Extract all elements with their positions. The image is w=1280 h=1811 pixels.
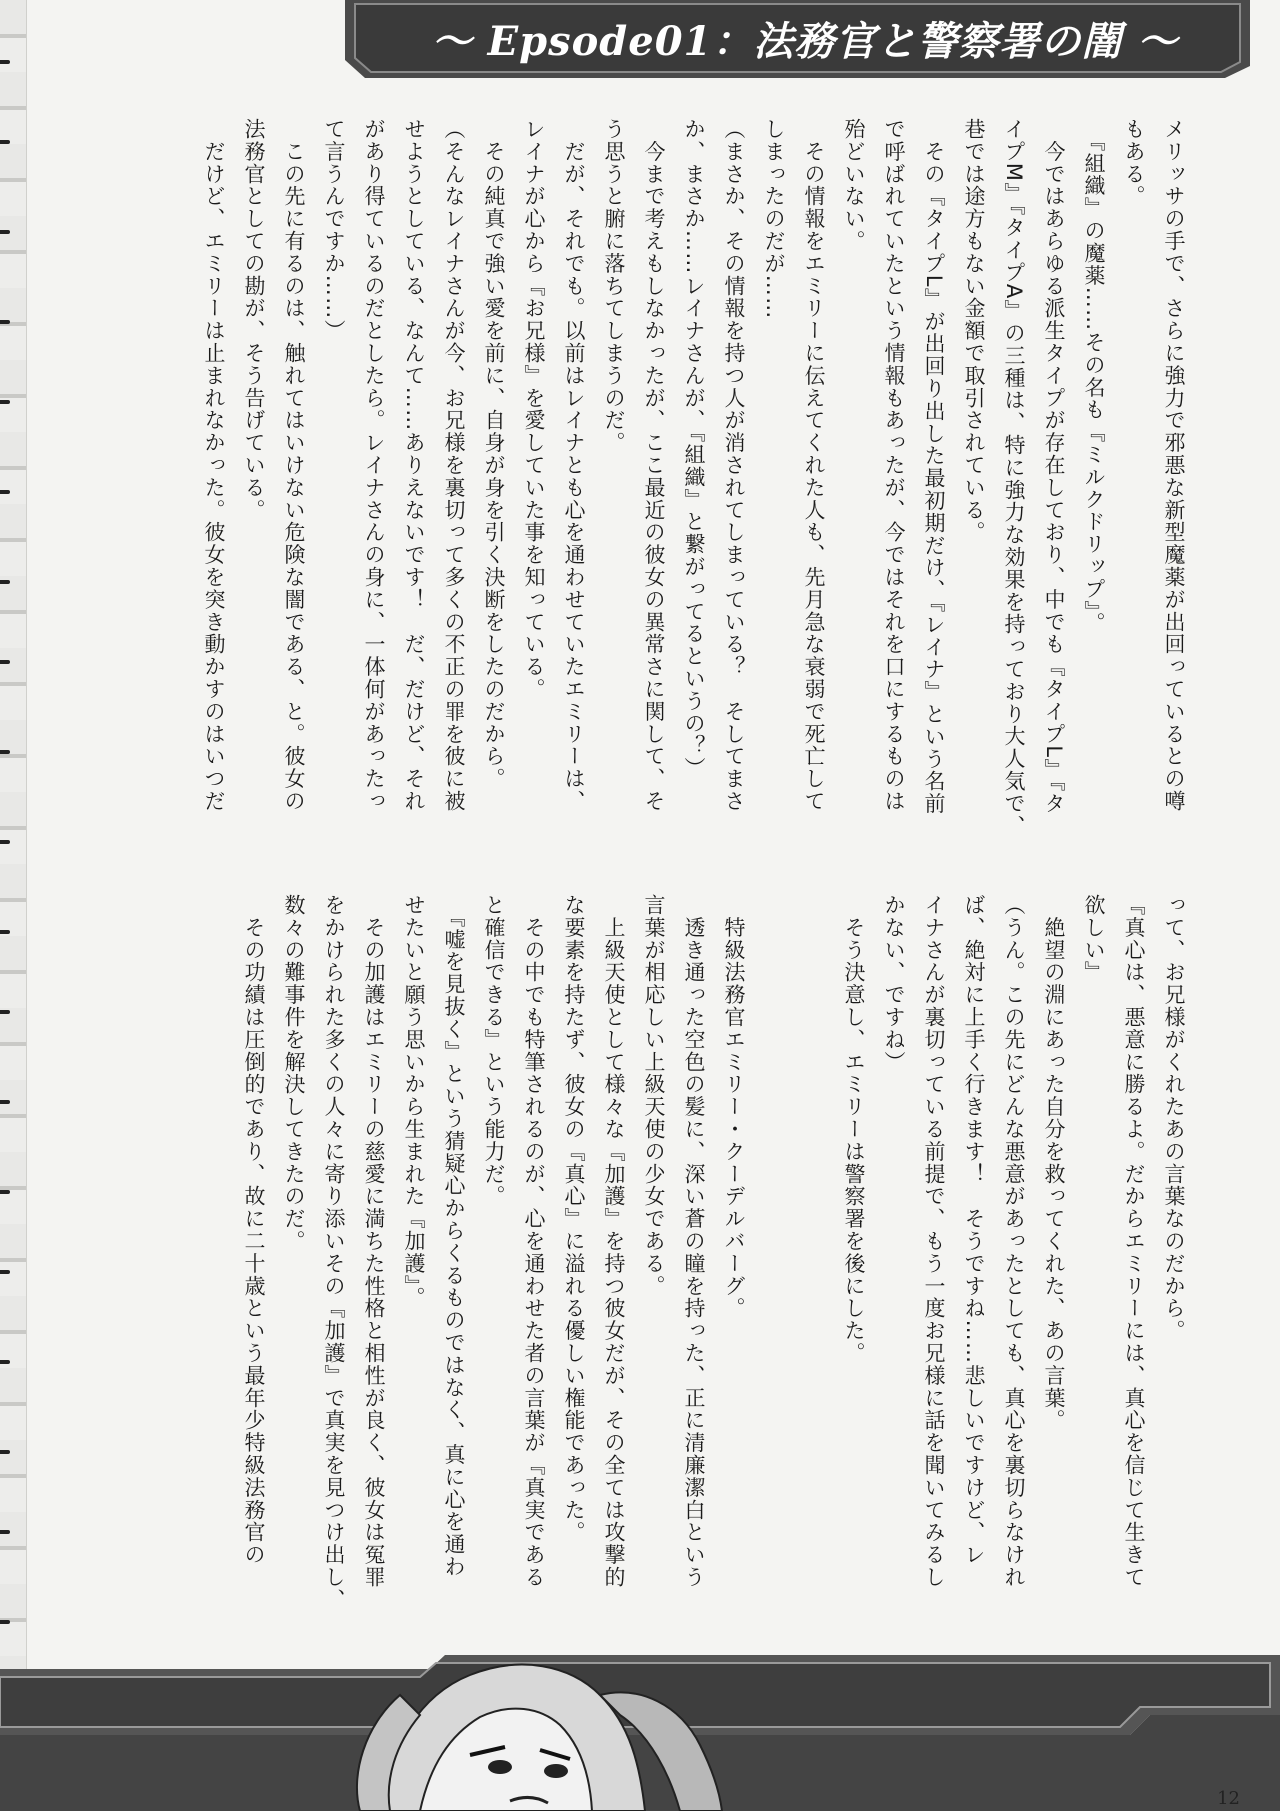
- text-line: 法務官としての勘が、そう告げている。: [242, 118, 266, 522]
- text-line: があり得ているのだとしたら。レイナさんの身に、一体何があったっ: [362, 118, 386, 813]
- text-line: （まさか、その情報を持つ人が消されてしまっている？ そしてまさ: [722, 118, 746, 813]
- text-line: かない、ですね）: [882, 894, 906, 1074]
- text-line: [794, 894, 834, 1614]
- text-line: だけど、エミリーは止まれなかった。彼女を突き動かすのはいつだ: [202, 118, 226, 813]
- text-line: メリッサの手で、さらに強力で邪悪な新型魔薬が出回っているとの噂: [1162, 118, 1186, 813]
- text-line: （そんなレイナさんが今、お兄様を裏切って多くの不正の罪を彼に被: [442, 118, 466, 813]
- text-line: って、お兄様がくれたあの言葉なのだから。: [1162, 894, 1186, 1342]
- text-line: せようとしている、なんて……ありえないです！ だ、だけど、それ: [402, 118, 426, 813]
- text-line: ば、絶対に上手く行きます！ そうですね……悲しいですけど、レ: [962, 894, 986, 1566]
- text-line: 『組織』の魔薬……その名も『ミルクドリップ』。: [1082, 118, 1106, 635]
- text-line: その中でも特筆されるのが、心を通わせた者の言葉が『真実である: [522, 894, 546, 1589]
- text-line: せたいと願う思いから生まれた『加護』。: [402, 894, 426, 1310]
- text-line: か、まさか……レイナさんが、『組織』と繋がってるというの？）: [682, 118, 706, 780]
- binding-edge: [0, 0, 27, 1811]
- text-line: その純真で強い愛を前に、自身が身を引く決断をしたのだから。: [482, 118, 506, 790]
- top-text-block: [194, 118, 1194, 838]
- chapter-title: 〜 Epsode01：法務官と警察署の闇 〜: [431, 17, 1179, 65]
- text-line: う思うと腑に落ちてしまうのだ。: [602, 118, 626, 454]
- text-line: （うん。この先にどんな悪意があったとしても、真心を裏切らなけれ: [1002, 894, 1026, 1589]
- text-line: しまったのだが……: [762, 118, 786, 320]
- text-line: その加護はエミリーの慈愛に満ちた性格と相性が良く、彼女は冤罪: [362, 894, 386, 1589]
- text-line: イプM』『タイプA』の三種は、特に強力な効果を持っており大人気で、: [1002, 118, 1026, 838]
- text-line: イナさんが裏切っている前提で、もう一度お兄様に話を聞いてみるし: [922, 894, 946, 1589]
- text-line: その功績は圧倒的であり、故に二十歳という最年少特級法務官の: [242, 894, 266, 1566]
- page-number: 12: [1217, 1788, 1240, 1809]
- footer-character-illustration: [0, 1655, 1280, 1811]
- text-line: 絶望の淵にあった自分を救ってくれた、あの言葉。: [1042, 894, 1066, 1432]
- text-line: 殆どいない。: [842, 118, 866, 253]
- text-line: この先に有るのは、触れてはいけない危険な闇である、と。彼女の: [282, 118, 306, 813]
- text-line: と確信できる』という能力だ。: [482, 894, 506, 1208]
- text-line: 欲しい』: [1082, 894, 1106, 984]
- text-line: 透き通った空色の髪に、深い蒼の瞳を持った、正に清廉潔白という: [682, 894, 706, 1589]
- footer-illustration-banner: [0, 1655, 1280, 1811]
- text-line: 『真心は、悪意に勝るよ。だからエミリーには、真心を信じて生きて: [1122, 894, 1146, 1589]
- chapter-header-banner: [345, 0, 1250, 78]
- text-line: 今ではあらゆる派生タイプが存在しており、中でも『タイプL』『タ: [1042, 118, 1066, 815]
- text-line: レイナが心から『お兄様』を愛していた事を知っている。: [522, 118, 546, 701]
- text-line: その情報をエミリーに伝えてくれた人も、先月急な衰弱で死亡して: [802, 118, 826, 813]
- text-line: 上級天使として様々な『加護』を持つ彼女だが、その全ては攻撃的: [602, 894, 626, 1589]
- text-line: 今まで考えもしなかったが、ここ最近の彼女の異常さに関して、そ: [642, 118, 666, 813]
- text-line: もある。: [1122, 118, 1146, 208]
- text-line: て言うんですか……）: [322, 118, 346, 342]
- text-line: その『タイプL』が出回り出した最初期だけ、『レイナ』という名前: [922, 118, 946, 815]
- text-line: な要素を持たず、彼女の『真心』に溢れる優しい権能であった。: [562, 894, 586, 1544]
- text-line: 数々の難事件を解決してきたのだ。: [282, 894, 306, 1253]
- text-line: 巷では途方もない金額で取引されている。: [962, 118, 986, 544]
- text-line: だが、それでも。以前はレイナとも心を通わせていたエミリーは、: [562, 118, 586, 813]
- text-line: 『嘘を見抜く』という猜疑心からくるものではなく、真に心を通わ: [442, 894, 466, 1578]
- text-line: をかけられた多くの人々に寄り添いその『加護』で真実を見つけ出し、: [322, 894, 346, 1611]
- text-line: 特級法務官エミリー・クーデルバーグ。: [722, 894, 746, 1320]
- text-line: 言葉が相応しい上級天使の少女である。: [642, 894, 666, 1298]
- text-line: そう決意し、エミリーは警察署を後にした。: [842, 894, 866, 1365]
- text-line: で呼ばれていたという情報もあったが、今ではそれを口にするものは: [882, 118, 906, 813]
- bottom-text-block: [234, 894, 1194, 1614]
- text-line: [754, 894, 794, 1614]
